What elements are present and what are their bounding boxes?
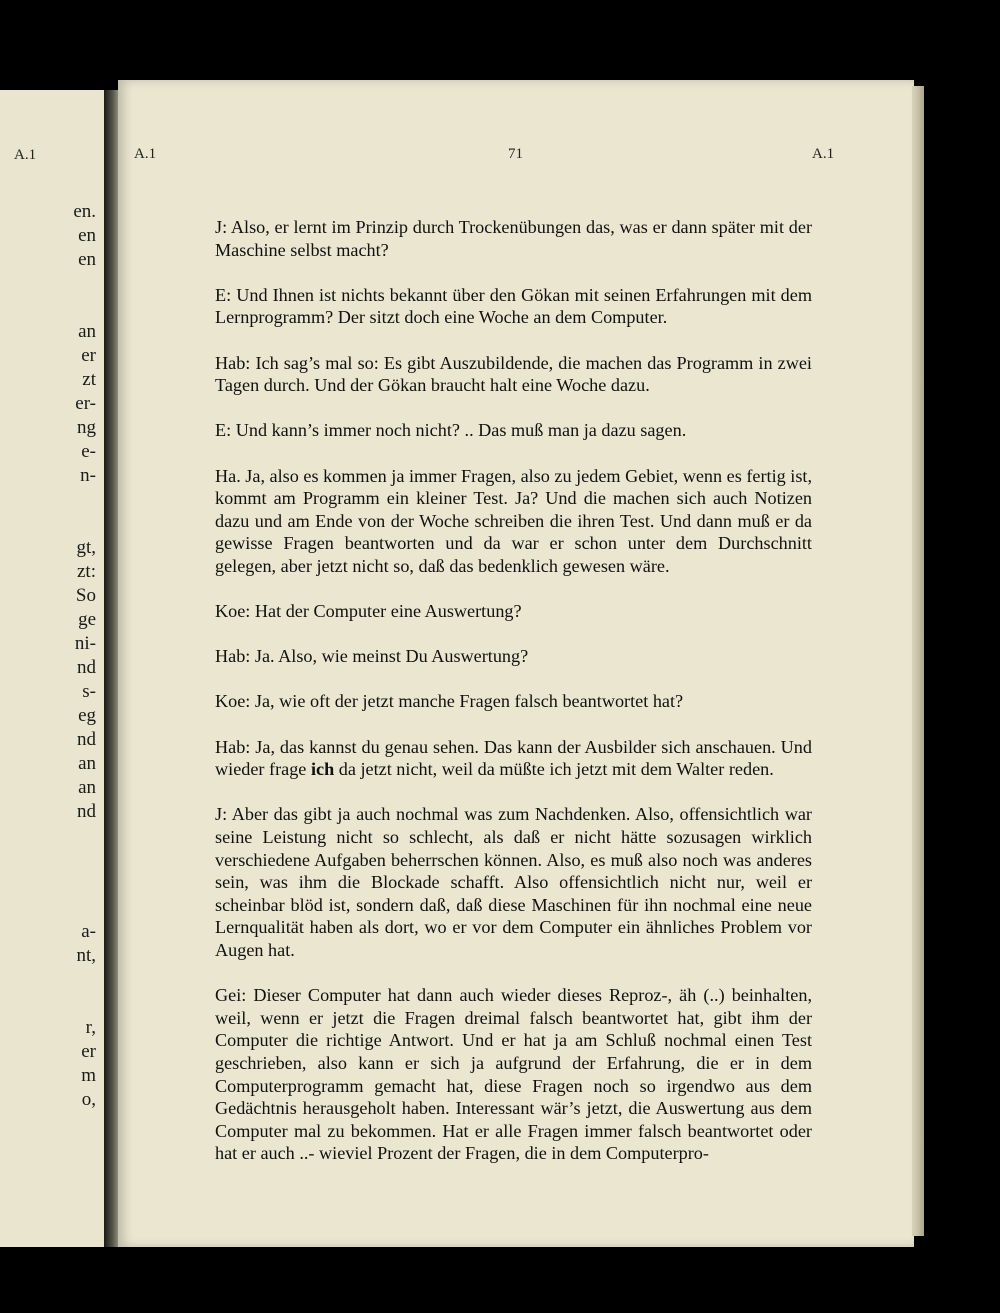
left-page-header: A.1: [14, 147, 37, 163]
left-fragment: [73, 968, 96, 992]
paragraph: Hab: Ich sag’s mal so: Es gibt Auszubildende, die machen das Programm in zwei Tagen durch. Und der Gökan braucht halt eine Woche dazu.: [215, 352, 812, 396]
left-fragment: ge: [78, 609, 96, 630]
paragraph: E: Und Ihnen ist nichts bekannt über den Gökan mit seinen Erfahrungen mit dem Lernprogramm? Der sitzt doch eine Woche an dem Computer.: [215, 284, 812, 328]
left-fragment: [73, 296, 96, 320]
left-fragment: [73, 848, 96, 872]
left-fragment: [73, 512, 96, 536]
left-fragment: er: [81, 1041, 96, 1062]
left-fragment: nd: [77, 657, 96, 678]
left-fragment: [73, 488, 96, 512]
page-number: 71: [508, 146, 523, 162]
left-fragment: er: [81, 345, 96, 366]
paragraph-text: Hab: Ja, das kannst du genau sehen. Das kann der Ausbilder sich anschauen. Und wieder frage: [215, 736, 812, 780]
left-fragment: an: [78, 321, 96, 342]
left-fragment: an: [78, 777, 96, 798]
paragraph: J: Aber das gibt ja auch nochmal was zum Nachdenken. Also, offensichtlich war seine Leistung nicht so schlecht, als daß er nicht hätte sozusagen wirklich verschiedene Aufgaben beherrschen können. Also, es muß also noch was anderes sein, was ihm die Blockade schafft. Also offensichtlich nicht nur, weil er scheinbar blöd ist, sondern daß, daß diese Maschinen für ihn nochmal eine neue Lernqualität haben als dort, wo er vor dem Computer ein ähnliches Problem vor Augen hat.: [215, 804, 812, 960]
running-header-left: A.1: [134, 146, 157, 162]
left-fragment: nd: [77, 729, 96, 750]
left-fragment: s-: [82, 681, 96, 702]
transcript-body: [215, 216, 812, 1188]
left-fragment: nd: [77, 801, 96, 822]
left-fragment: n-: [80, 465, 96, 486]
left-fragment: en: [78, 249, 96, 270]
page-stack-edge: [912, 86, 924, 1236]
right-page: [118, 80, 914, 1247]
left-fragment: [73, 824, 96, 848]
left-fragment: an: [78, 753, 96, 774]
left-fragment: r,: [85, 1017, 96, 1038]
left-fragment: en: [78, 225, 96, 246]
paragraph: J: Also, er lernt im Prinzip durch Trockenübungen das, was er dann später mit der Maschine selbst macht?: [215, 217, 812, 260]
left-fragment: zt: [82, 369, 96, 390]
left-fragment: e-: [81, 441, 96, 462]
left-fragment: [73, 272, 96, 296]
emphasis-text: ich: [310, 759, 335, 780]
left-fragment: m: [81, 1065, 96, 1086]
left-fragment: zt:: [77, 561, 96, 582]
running-header-right: A.1: [812, 146, 835, 162]
paragraph: E: Und kann’s immer noch nicht? .. Das muß man ja dazu sagen.: [215, 420, 687, 441]
left-fragment: [73, 896, 96, 920]
left-fragment: So: [75, 585, 96, 606]
paragraph: Ha. Ja, also es kommen ja immer Fragen, also zu jedem Gebiet, wenn es fertig ist, kommt am Programm ein kleiner Test. Ja? Und die machen sich auch Notizen dazu und am Ende von der Woche schreiben die ihren Test. Und dann muß er da gewisse Fragen beantworten und da war er schon unter dem Durchschnitt gelegen, aber jetzt nicht so, daß das bedenklich gewesen wäre.: [215, 465, 812, 576]
paragraph: Koe: Hat der Computer eine Auswertung?: [215, 601, 522, 622]
left-page-text-fragments: [73, 200, 96, 1112]
left-fragment: [73, 992, 96, 1016]
left-fragment: eg: [78, 705, 96, 726]
paragraph: [215, 736, 812, 781]
left-fragment: o,: [81, 1089, 96, 1110]
left-page: [0, 90, 104, 1247]
left-fragment: a-: [81, 921, 96, 942]
paragraph-text: da jetzt nicht, weil da müßte ich jetzt mit dem Walter reden.: [334, 759, 774, 780]
left-fragment: en.: [73, 201, 96, 222]
left-fragment: [73, 872, 96, 896]
left-fragment: ni-: [74, 633, 96, 654]
paragraph: Gei: Dieser Computer hat dann auch wieder dieses Reproz-, äh (..) beinhalten, weil, wenn er jetzt die Fragen dreimal falsch beantwortet hat, gibt ihm der Computer die richtige Antwort. Und er hat ja am Schluß nochmal einen Test geschrieben, also kann er sich ja aufgrund der Erfahrung, die er in dem Computerprogramm gemacht hat, diese Fragen noch so irgendwo aus dem Gedächtnis herausgeholt haben. Interessant wär’s jetzt, die Auswertung aus dem Computer mal zu bekommen. Hat er alle Fragen immer falsch beantwortet oder hat er auch ..- wieviel Prozent der Fragen, die in dem Computerpro-: [215, 985, 812, 1164]
left-fragment: er-: [75, 393, 96, 414]
left-fragment: ng: [77, 417, 96, 438]
left-fragment: nt,: [76, 945, 96, 966]
book-spine-gutter: [104, 90, 118, 1247]
paragraph: Hab: Ja. Also, wie meinst Du Auswertung?: [215, 646, 529, 667]
paragraph: Koe: Ja, wie oft der jetzt manche Fragen falsch beantwortet hat?: [215, 691, 684, 712]
left-fragment: gt,: [76, 537, 96, 558]
